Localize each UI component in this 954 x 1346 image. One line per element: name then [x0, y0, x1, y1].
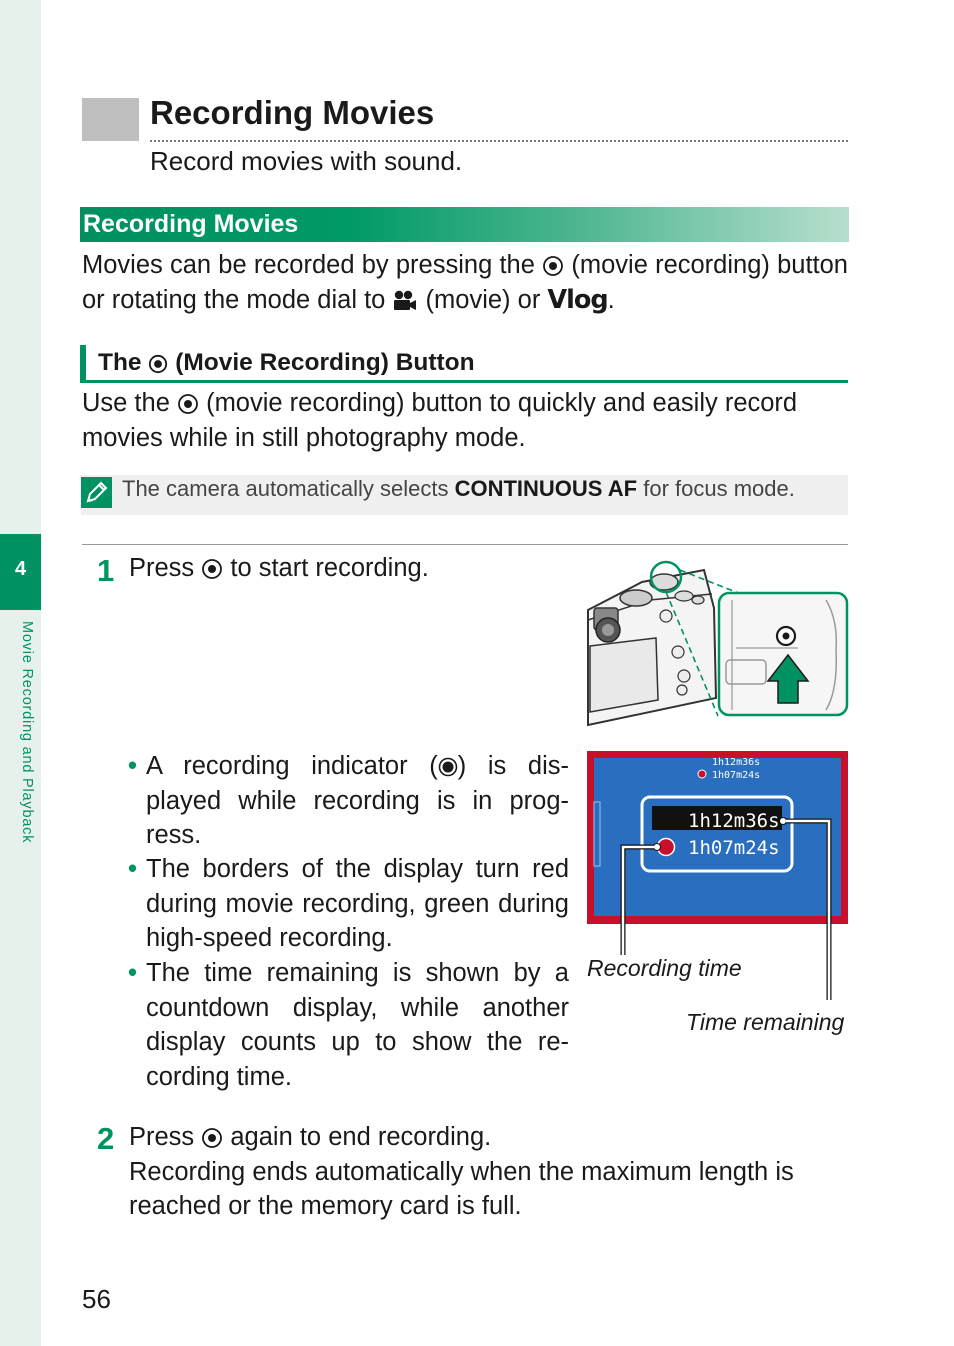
bullet-1-pre: A recording indicator (	[146, 752, 438, 780]
bullet-text: The borders of the display turn red during movie recording, green during high-speed recording.	[146, 855, 569, 952]
chapter-title: Movie Recording and Playback	[19, 621, 35, 844]
page-title: Recording Movies	[150, 94, 435, 131]
vlog-label: Vlog	[547, 285, 608, 315]
subsection-title	[98, 346, 475, 380]
step-2-text	[129, 1120, 848, 1224]
intro-text-2: (movie recording) button or rotating the mode dial to	[82, 251, 848, 314]
subsection-marker	[80, 345, 86, 380]
note-text-bold: CONTINUOUS AF	[454, 476, 638, 501]
bullet-dot: •	[128, 752, 137, 780]
subsection-title-post: (Movie Recording) Button	[175, 349, 475, 376]
movie-mode-icon	[392, 290, 418, 312]
bullet-1-post: ) is dis-played while recording is in prog-ress.	[146, 752, 569, 849]
movie-record-button-icon	[542, 255, 564, 277]
big-time-remaining: 1h07m24s	[688, 837, 780, 859]
step-1-text	[129, 550, 429, 586]
small-time-remaining: 1h07m24s	[712, 770, 761, 781]
movie-record-button-icon	[201, 558, 223, 580]
steps-divider	[82, 544, 848, 545]
step-2-detail: Recording ends automatically when the maximum length is reached or the memory card is full.	[129, 1157, 794, 1220]
bullet-text	[146, 749, 569, 853]
intro-text-3: (movie) or	[425, 286, 541, 314]
step-1-post: to start recording.	[230, 554, 429, 582]
subsection-paragraph	[82, 386, 848, 456]
subsection-title-pre: The	[98, 349, 142, 376]
bullet-text: The time remaining is shown by a countdown display, while another display counts up to show the re-cording time.	[146, 959, 569, 1091]
section-title: Recording Movies	[83, 210, 299, 238]
note-text-pre: The camera automatically selects	[122, 476, 449, 501]
subsection-text-2: (movie recording) button to quickly and easily record movies while in still photography mode.	[82, 389, 798, 452]
note-icon	[81, 477, 112, 508]
caption-time-remaining: Time remaining	[686, 1009, 845, 1035]
movie-record-button-icon	[201, 1127, 223, 1149]
step-1-pre: Press	[129, 554, 195, 582]
big-recording-time: 1h12m36s	[688, 810, 780, 832]
bullet-display-borders	[128, 852, 569, 956]
note-text	[122, 475, 795, 503]
step-2-number: 2	[97, 1121, 115, 1156]
intro-text-1: Movies can be recorded by pressing the	[82, 251, 535, 279]
intro-end: .	[607, 286, 615, 314]
note-text-post: for focus mode.	[643, 476, 795, 501]
chapter-number: 4	[14, 558, 27, 580]
movie-record-button-icon	[177, 393, 199, 415]
camera-illustration	[586, 560, 850, 730]
step-2-pre: Press	[129, 1123, 195, 1151]
bullet-recording-indicator	[128, 749, 569, 853]
bullet-time-remaining	[128, 956, 569, 1094]
caption-recording-time: Recording time	[587, 955, 742, 981]
small-recording-time: 1h12m36s	[712, 757, 761, 768]
bullet-dot: •	[128, 959, 137, 987]
subsection-divider	[80, 380, 848, 383]
movie-record-button-icon	[148, 354, 168, 374]
recording-indicator-icon	[438, 757, 458, 777]
step-2-post: again to end recording.	[230, 1123, 492, 1151]
title-divider	[150, 140, 848, 142]
subsection-text-1: Use the	[82, 389, 170, 417]
title-marker	[82, 98, 139, 141]
intro-paragraph	[82, 248, 848, 318]
page-number: 56	[82, 1284, 111, 1314]
page-subtitle: Record movies with sound.	[150, 146, 463, 176]
step-1-number: 1	[97, 553, 115, 588]
bullet-dot: •	[128, 855, 137, 883]
